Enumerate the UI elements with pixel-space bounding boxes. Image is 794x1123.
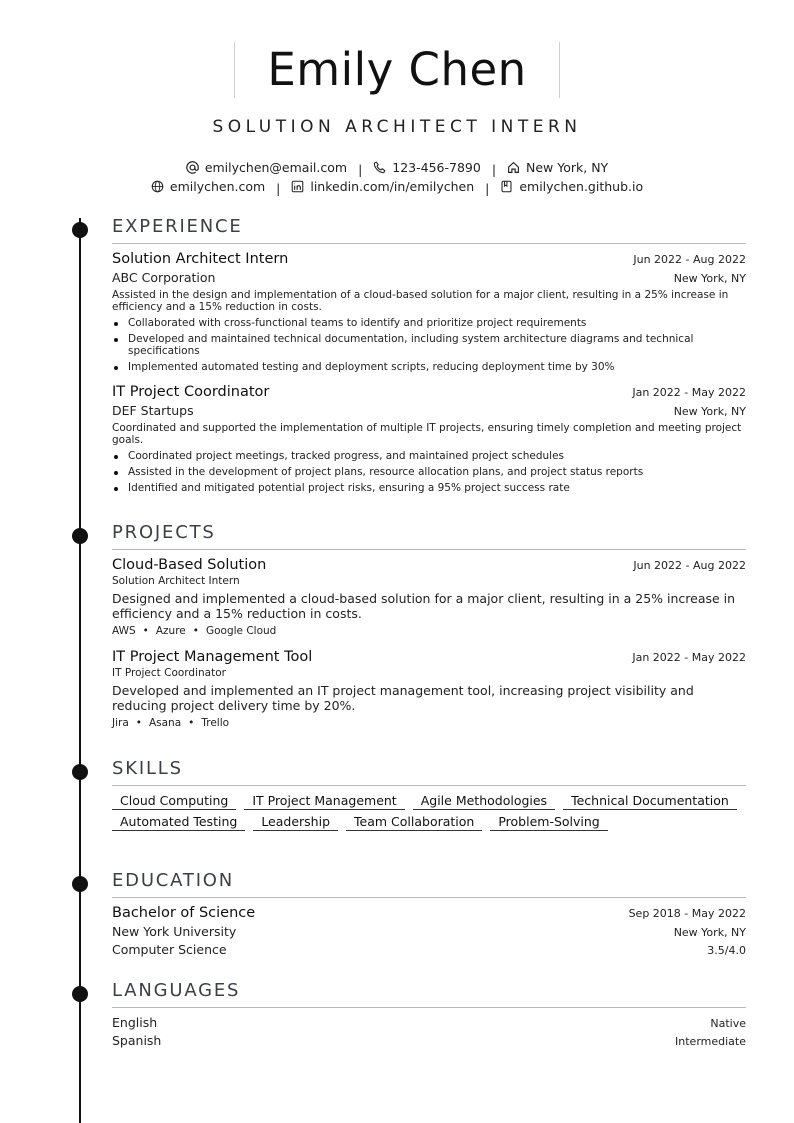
project-entry [112, 649, 746, 729]
phone-text: 123-456-7890 [392, 160, 481, 175]
skills-list [112, 793, 746, 831]
timeline-dot [72, 876, 88, 892]
languages-section [112, 980, 746, 1051]
education-degree: Bachelor of Science [112, 905, 256, 921]
experience-section [112, 216, 746, 498]
tech-separator: • [188, 717, 195, 729]
section-title: EDUCATION [112, 870, 746, 898]
project-description: Designed and implemented a cloud-based solution for a major client, resulting in a 25% increase in efficiency and a 15% reduction in costs. [112, 591, 736, 621]
experience-company: DEF Startups [112, 403, 194, 418]
experience-role: Solution Architect Intern [112, 251, 289, 267]
skill-chip: Cloud Computing [112, 793, 236, 810]
phone-icon [373, 161, 386, 174]
project-dates: Jan 2022 - May 2022 [632, 651, 746, 664]
project-entry [112, 557, 746, 637]
experience-summary: Assisted in the design and implementation of a cloud-based solution for a major client, resulting in a 25% increase in efficiency and a 15% reduction in costs. [112, 289, 729, 313]
education-gpa: 3.5/4.0 [707, 944, 746, 957]
project-role: Solution Architect Intern [112, 575, 240, 587]
experience-location: New York, NY [673, 405, 746, 418]
github-icon [500, 180, 513, 193]
separator: | [276, 181, 281, 196]
contact-line-1 [0, 160, 794, 177]
contact-github[interactable] [500, 179, 643, 194]
education-dates: Sep 2018 - May 2022 [628, 907, 746, 920]
experience-entry [112, 384, 746, 494]
project-name: IT Project Management Tool [112, 649, 313, 665]
project-dates: Jun 2022 - Aug 2022 [633, 559, 746, 572]
job-title: SOLUTION ARCHITECT INTERN [212, 117, 582, 137]
education-location: New York, NY [673, 926, 746, 939]
separator: | [491, 162, 497, 177]
at-icon [186, 161, 199, 174]
header [0, 42, 794, 98]
timeline-dot [72, 764, 88, 780]
education-section [112, 870, 746, 957]
contact-phone[interactable] [373, 160, 481, 175]
home-icon [507, 161, 520, 174]
project-tech-list [112, 717, 746, 729]
contact-location [507, 160, 608, 175]
tech-item: AWS [112, 625, 136, 637]
language-level: Native [710, 1017, 746, 1030]
separator: | [485, 181, 490, 196]
section-title: SKILLS [112, 758, 746, 786]
experience-location: New York, NY [673, 272, 746, 285]
website-text: emilychen.com [169, 179, 266, 194]
separator: | [358, 162, 363, 177]
education-field: Computer Science [112, 942, 227, 957]
linkedin-icon [291, 180, 304, 193]
tech-item: Trello [201, 717, 230, 729]
timeline-dot [72, 222, 88, 238]
github-text: emilychen.github.io [519, 179, 644, 194]
timeline-dot [72, 986, 88, 1002]
tech-separator: • [135, 717, 142, 729]
language-row [112, 1015, 746, 1030]
experience-dates: Jun 2022 - Aug 2022 [633, 253, 746, 266]
project-name: Cloud-Based Solution [112, 557, 267, 573]
language-row [112, 1033, 746, 1048]
experience-entry [112, 251, 746, 373]
section-title: EXPERIENCE [112, 216, 746, 244]
tech-item: Asana [148, 717, 182, 729]
bullet-item: Developed and maintained technical documentation, including system architecture diagrams and technical specifications [112, 333, 746, 357]
skill-chip: Automated Testing [112, 814, 245, 831]
bullet-item: Coordinated project meetings, tracked progress, and maintained project schedules [112, 450, 746, 462]
contact-linkedin[interactable] [291, 179, 474, 194]
project-description: Developed and implemented an IT project management tool, increasing project visibility and reducing project delivery time by 20%. [112, 683, 694, 713]
contact-line-2 [0, 179, 794, 196]
timeline-dot [72, 528, 88, 544]
contact-website[interactable] [151, 179, 265, 194]
tech-separator: • [192, 625, 199, 637]
bullet-item: Assisted in the development of project plans, resource allocation plans, and project status reports [112, 466, 746, 478]
language-name: English [112, 1015, 158, 1030]
experience-bullets [112, 450, 746, 494]
experience-role: IT Project Coordinator [112, 384, 270, 400]
project-tech-list [112, 625, 746, 637]
projects-section [112, 522, 746, 729]
candidate-name: Emily Chen [234, 42, 559, 98]
project-role: IT Project Coordinator [112, 667, 226, 679]
experience-bullets [112, 317, 746, 373]
experience-company: ABC Corporation [112, 270, 216, 285]
section-title: LANGUAGES [112, 980, 746, 1008]
skills-section [112, 758, 746, 831]
skill-chip: IT Project Management [244, 793, 404, 810]
skill-chip: Technical Documentation [563, 793, 737, 810]
education-school: New York University [112, 924, 237, 939]
globe-icon [151, 180, 164, 193]
skill-chip: Problem-Solving [490, 814, 607, 831]
experience-summary: Coordinated and supported the implementation of multiple IT projects, ensuring timely completion and meeting project goals. [112, 422, 742, 446]
location-text: New York, NY [526, 160, 609, 175]
language-level: Intermediate [675, 1035, 746, 1048]
email-text: emilychen@email.com [204, 160, 348, 175]
tech-item: Jira [112, 717, 129, 729]
skill-chip: Team Collaboration [346, 814, 482, 831]
bullet-item: Implemented automated testing and deployment scripts, reducing deployment time by 30% [112, 361, 746, 373]
skill-chip: Agile Methodologies [413, 793, 555, 810]
bullet-item: Identified and mitigated potential project risks, ensuring a 95% project success rate [112, 482, 746, 494]
tech-item: Google Cloud [205, 625, 277, 637]
language-name: Spanish [112, 1033, 162, 1048]
experience-dates: Jan 2022 - May 2022 [632, 386, 746, 399]
tech-item: Azure [155, 625, 186, 637]
tech-separator: • [142, 625, 149, 637]
bullet-item: Collaborated with cross-functional teams to identify and prioritize project requirements [112, 317, 746, 329]
section-title: PROJECTS [112, 522, 746, 550]
contact-email[interactable] [186, 160, 347, 175]
skill-chip: Leadership [253, 814, 338, 831]
linkedin-text: linkedin.com/in/emilychen [310, 179, 475, 194]
